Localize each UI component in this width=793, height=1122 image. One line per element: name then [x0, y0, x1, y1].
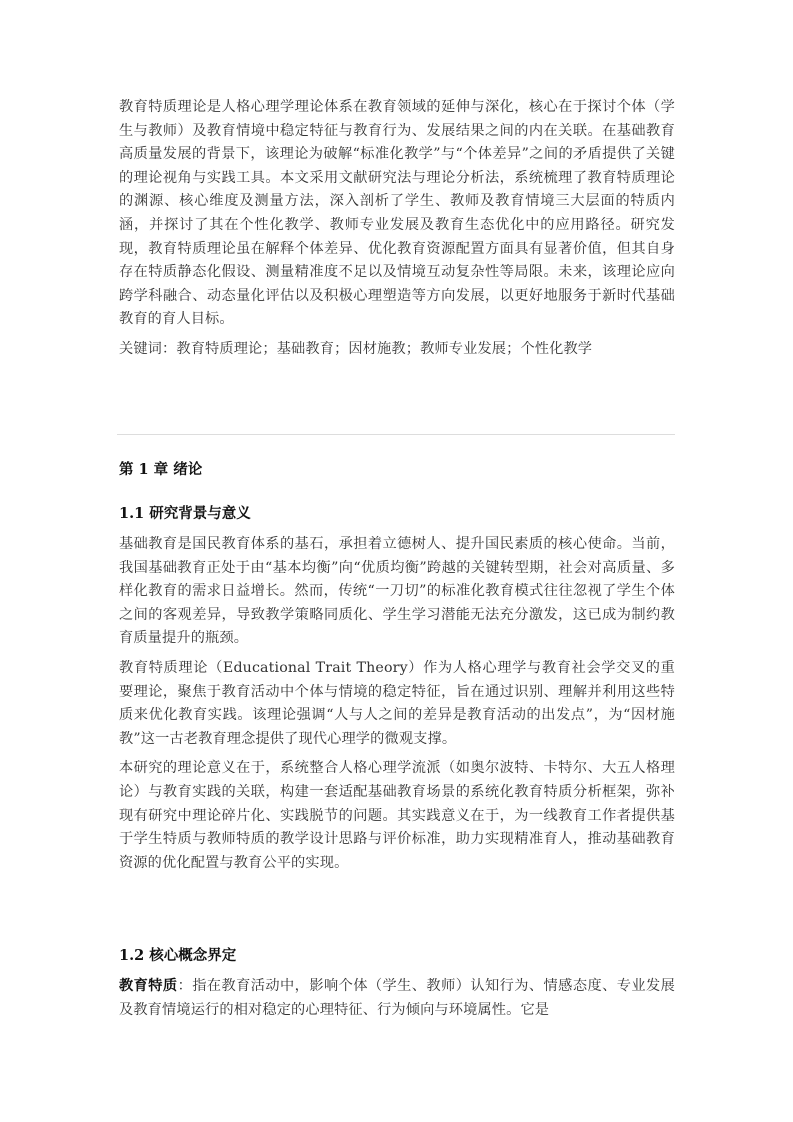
definition-text: ：指在教育活动中，影响个体（学生、教师）认知行为、情感态度、专业发展及教育情境运行的相对稳定的心理特征、行为倾向与环境属性。它是 — [119, 978, 675, 1018]
section-1-2-body — [119, 975, 675, 1022]
section-1-1-body — [119, 533, 675, 881]
definition-paragraph — [119, 975, 675, 1022]
body-paragraph: 教育特质理论（Educational Trait Theory）作为人格心理学与教育社会学交叉的重要理论，聚焦于教育活动中个体与情境的稳定特征，旨在通过识别、理解并利用这些特质来优化教育实践。该理论强调“人与人之间的差异是教育活动的出发点”，为“因材施教”这一古老教育理念提供了现代心理学的微观支撑。 — [119, 659, 675, 747]
defined-term: 教育特质 — [119, 978, 178, 994]
section-divider — [117, 434, 675, 435]
document-page — [119, 96, 675, 1018]
abstract-paragraph: 教育特质理论是人格心理学理论体系在教育领域的延伸与深化，核心在于探讨个体（学生与教师）及教育情境中稳定特征与教育行为、发展结果之间的内在关联。在基础教育高质量发展的背景下，该理论为破解“标准化教学”与“个体差异”之间的矛盾提供了关键的理论视角与实践工具。本文采用文献研究法与理论分析法，系统梳理了教育特质理论的渊源、核心维度及测量方法，深入剖析了学生、教师及教育情境三大层面的特质内涵，并探讨了其在个性化教学、教师专业发展及教育生态优化中的应用路径。研究发现，教育特质理论虽在解释个体差异、优化教育资源配置方面具有显著价值，但其自身存在特质静态化假设、测量精准度不足以及情境互动复杂性等局限。未来，该理论应向跨学科融合、动态量化评估以及积极心理塑造等方向发展，以更好地服务于新时代基础教育的育人目标。 — [119, 99, 675, 328]
section-1-1-heading: 1.1 研究背景与意义 — [119, 505, 251, 522]
chapter-title: 第 1 章 绪论 — [119, 461, 203, 478]
body-paragraph: 本研究的理论意义在于，系统整合人格心理学流派（如奥尔波特、卡特尔、大五人格理论）与教育实践的关联，构建一套适配基础教育场景的系统化教育特质分析框架，弥补现有研究中理论碎片化、实践脱节的问题。其实践意义在于，为一线教育工作者提供基于学生特质与教师特质的教学设计思路与评价标准，助力实现精准育人，推动基础教育资源的优化配置与教育公平的实现。 — [119, 760, 675, 871]
body-paragraph: 基础教育是国民教育体系的基石，承担着立德树人、提升国民素质的核心使命。当前，我国基础教育正处于由“基本均衡”向“优质均衡”跨越的关键转型期，社会对高质量、多样化教育的需求日益增长。然而，传统“一刀切”的标准化教育模式往往忽视了学生个体之间的客观差异，导致教学策略同质化、学生学习潜能无法充分激发，这已成为制约教育质量提升的瓶颈。 — [119, 536, 675, 647]
keywords-line: 关键词：教育特质理论；基础教育；因材施教；教师专业发展；个性化教学 — [119, 340, 593, 357]
section-1-2-heading: 1.2 核心概念界定 — [119, 947, 237, 964]
